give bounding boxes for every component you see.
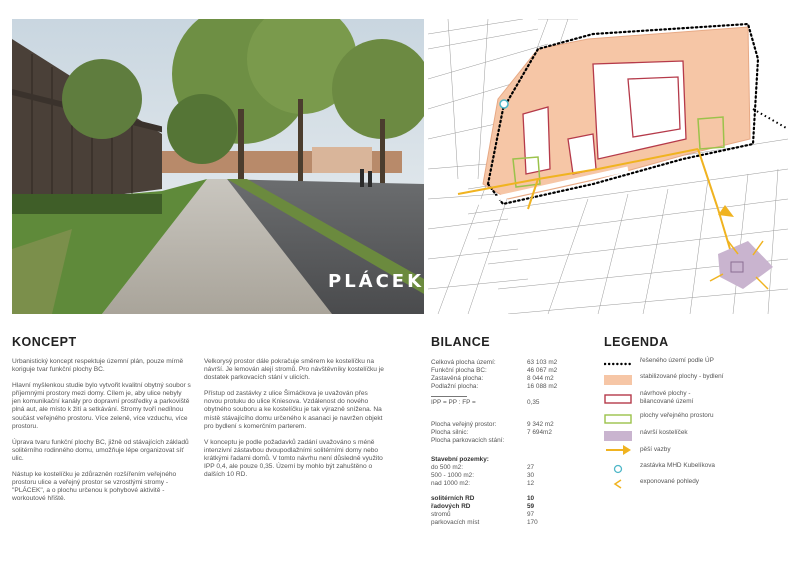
legend-label: plochy veřejného prostoru [640,412,714,419]
dotted-boundary-icon [604,356,632,366]
bilance-label: Plocha veřejný prostor: [431,421,497,428]
pozemky-heading: Stavební pozemky: [431,456,489,463]
legenda-heading: LEGENDA [604,335,669,349]
koncept-column-1 [12,358,192,511]
street-visualization [12,19,424,314]
legend-label: exponované pohledy [640,478,699,485]
bilance-label: Celková plocha území: [431,359,496,366]
bilance-value: 7 694m2 [527,429,552,436]
pozemky-value: 27 [527,464,535,471]
koncept-paragraph: Úprava tvaru funkční plochy BC, jižně od stávajících základů solitérního rodinného domu, umožňuje lépe organizovat síť ulic. [12,438,189,462]
purple-fill-icon [604,428,632,438]
legend-label: návrší kostelíček [640,429,688,436]
divider [431,396,467,397]
bilance-label: Plocha parkovacích stání: [431,437,505,444]
bilance-value: 8 044 m2 [527,375,554,382]
bilance-label: Zastavěná plocha: [431,375,484,382]
arrow-icon [604,443,632,457]
render-title: PLÁCEK [328,271,424,292]
pozemky-label: do 500 m2: [431,464,463,471]
total-value: 10 [527,495,535,502]
bilance-label: Funkční plocha BC: [431,367,487,374]
koncept-column-2 [204,358,384,487]
koncept-paragraph: Velkorysý prostor dále pokračuje směrem ke kostelíčku na návrší. Je lemován alejí stromů. Pro návštěvníky kostelíčku je dostatek parkovacích stání v ulicích. [204,358,384,382]
red-outline-icon [604,391,632,401]
bilance-heading: BILANCE [431,335,491,349]
visualization-image [12,19,424,314]
koncept-paragraph: V konceptu je podle požadavků zadání uvažováno s méně intenzivní zástavbou dvoupodlažními solitérními domy nebo krátkými řadami domů. V tomto návrhu není důsledně využito IPP 0,4, ale pouze 0,35. Území by mohlo být zahuštěno o dalších 10 RD. [204,438,383,479]
view-angle-icon [604,476,632,486]
pozemky-value: 30 [527,472,535,479]
orange-fill-icon [604,372,632,382]
bus-stop-circle-icon [604,461,632,471]
koncept-paragraph: Přístup od zastávky z ulice Šimáčkova je uvažován přes novou protuku do ulice Kniesova. Vzdálenost do nového obytného souboru a ke kostelíčku je tak výrazně snížena. Na místě stávajícího domu určeného k asanaci je navržen objekt pro bydlení s komerčním parterem. [204,390,383,430]
total-label: řadových RD [431,503,471,510]
bilance-label: Plocha silnic: [431,429,469,436]
pozemky-value: 12 [527,480,535,487]
green-outline-icon [604,411,632,421]
total-value: 59 [527,503,535,510]
bilance-value: 9 342 m2 [527,421,554,428]
site-plan-map [428,19,788,314]
total-label: solitérních RD [431,495,475,502]
bilance-label: Podlažní plocha: [431,383,479,390]
legend-label: návrhové plochy - bilancované území [640,390,694,405]
site-plan-drawing [428,19,788,314]
koncept-paragraph: Hlavní myšlenkou studie bylo vytvořit kvalitní obytný soubor s příjemnými prostory mezi domy. Cílem je, aby ulice nebyly jen komunikační kanály pro dopravní prostředky a parkoviště plná aut, ale místo k žití a setkávání. Stromy tvoří nedílnou součást veřejného prostoru. Více zeleně, více vzduchu, více prostoru. [12,382,191,430]
legend-label: řešeného území podle ÚP [640,357,714,364]
bilance-value: 46 067 m2 [527,367,558,374]
legend-label: stabilizované plochy - bydlení [640,373,724,380]
ipp-label: IPP = PP : FP = [431,399,476,406]
koncept-paragraph: Nástup ke kostelíčku je zdůrazněn rozšířením veřejného prostoru ulice a veřejný prostor se vzrostlými stromy - "PLÁCEK", a o plochu určenou k pohybové aktivitě - workoutové hřiště. [12,471,177,503]
legend-label: pěší vazby [640,446,671,453]
total-label: parkovacích míst [431,519,480,526]
legend-label: zastávka MHD Kubelíkova [640,462,715,469]
koncept-heading: KONCEPT [12,335,77,349]
pozemky-label: nad 1000 m2: [431,480,471,487]
bilance-value: 16 088 m2 [527,383,558,390]
bilance-value: 63 103 m2 [527,359,558,366]
total-value: 97 [527,511,535,518]
pozemky-label: 500 - 1000 m2: [431,472,474,479]
koncept-paragraph: Urbanistický koncept respektuje územní plán, pouze mírně koriguje tvar funkční plochy BC. [12,358,184,374]
total-label: stromů [431,511,451,518]
ipp-value: 0,35 [527,399,540,406]
total-value: 170 [527,519,538,526]
